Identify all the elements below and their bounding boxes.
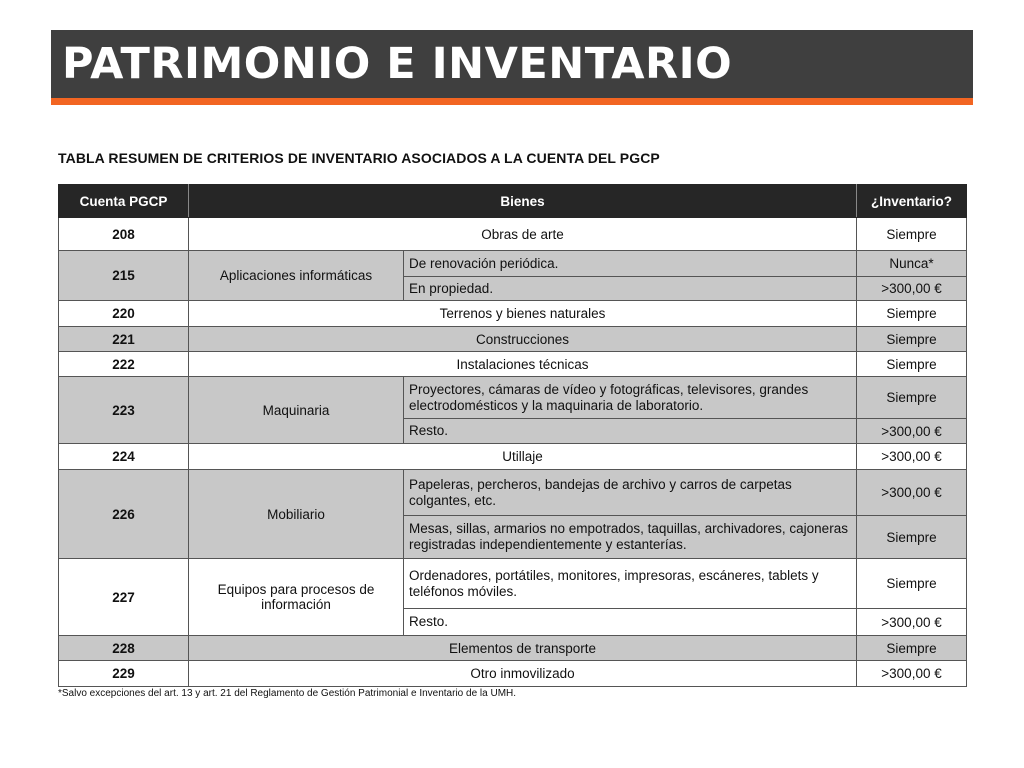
asset-category: Mobiliario [189,470,404,559]
header-bienes: Bienes [189,185,857,218]
account-code: 222 [59,352,189,377]
asset-description: Proyectores, cámaras de vídeo y fotográficas, televisores, grandes electrodomésticos y la maquinaria de laboratorio. [404,377,857,419]
account-code: 208 [59,218,189,251]
table-row [59,470,967,516]
table-row [59,301,967,327]
inventory-rule: Siempre [857,301,967,327]
asset-name: Instalaciones técnicas [189,352,857,377]
account-code: 221 [59,327,189,352]
header-inventario: ¿Inventario? [857,185,967,218]
table-row [59,661,967,687]
table-header-row [59,185,967,218]
inventory-rule: Siempre [857,636,967,661]
table-row [59,377,967,419]
account-code: 228 [59,636,189,661]
inventory-rule: >300,00 € [857,661,967,687]
inventory-criteria-table [58,184,967,687]
account-code: 226 [59,470,189,559]
asset-description: Resto. [404,609,857,636]
asset-category: Maquinaria [189,377,404,444]
inventory-rule: >300,00 € [857,419,967,444]
inventory-rule: Siempre [857,327,967,352]
account-code: 224 [59,444,189,470]
table-row [59,444,967,470]
table-row [59,251,967,277]
asset-name: Utillaje [189,444,857,470]
inventory-rule: >300,00 € [857,609,967,636]
footnote: *Salvo excepciones del art. 13 y art. 21 del Reglamento de Gestión Patrimonial e Inventario de la UMH. [58,688,517,699]
table-row [59,327,967,352]
inventory-rule: >300,00 € [857,277,967,301]
asset-description: De renovación periódica. [404,251,857,277]
asset-name: Construcciones [189,327,857,352]
asset-category: Aplicaciones informáticas [189,251,404,301]
table-row [59,636,967,661]
account-code: 215 [59,251,189,301]
inventory-rule: Siempre [857,516,967,559]
inventory-rule: Siempre [857,352,967,377]
asset-description: Papeleras, percheros, bandejas de archivo y carros de carpetas colgantes, etc. [404,470,857,516]
inventory-rule: >300,00 € [857,444,967,470]
asset-category: Equipos para procesos de información [189,559,404,636]
table-subtitle: TABLA RESUMEN DE CRITERIOS DE INVENTARIO ASOCIADOS A LA CUENTA DEL PGCP [58,150,660,166]
header-cuenta: Cuenta PGCP [59,185,189,218]
account-code: 229 [59,661,189,687]
inventory-rule: Siempre [857,218,967,251]
asset-description: En propiedad. [404,277,857,301]
asset-name: Terrenos y bienes naturales [189,301,857,327]
asset-name: Otro inmovilizado [189,661,857,687]
slide-title-bar [51,30,973,105]
account-code: 223 [59,377,189,444]
table-row [59,218,967,251]
inventory-rule: Nunca* [857,251,967,277]
slide-title: PATRIMONIO E INVENTARIO [62,39,733,89]
account-code: 220 [59,301,189,327]
asset-description: Ordenadores, portátiles, monitores, impresoras, escáneres, tablets y teléfonos móviles. [404,559,857,609]
asset-name: Elementos de transporte [189,636,857,661]
asset-name: Obras de arte [189,218,857,251]
inventory-rule: Siempre [857,377,967,419]
asset-description: Resto. [404,419,857,444]
asset-description: Mesas, sillas, armarios no empotrados, taquillas, archivadores, cajoneras registradas independientemente y estanterías. [404,516,857,559]
account-code: 227 [59,559,189,636]
table-row [59,352,967,377]
inventory-rule: Siempre [857,559,967,609]
table-row [59,559,967,609]
inventory-rule: >300,00 € [857,470,967,516]
